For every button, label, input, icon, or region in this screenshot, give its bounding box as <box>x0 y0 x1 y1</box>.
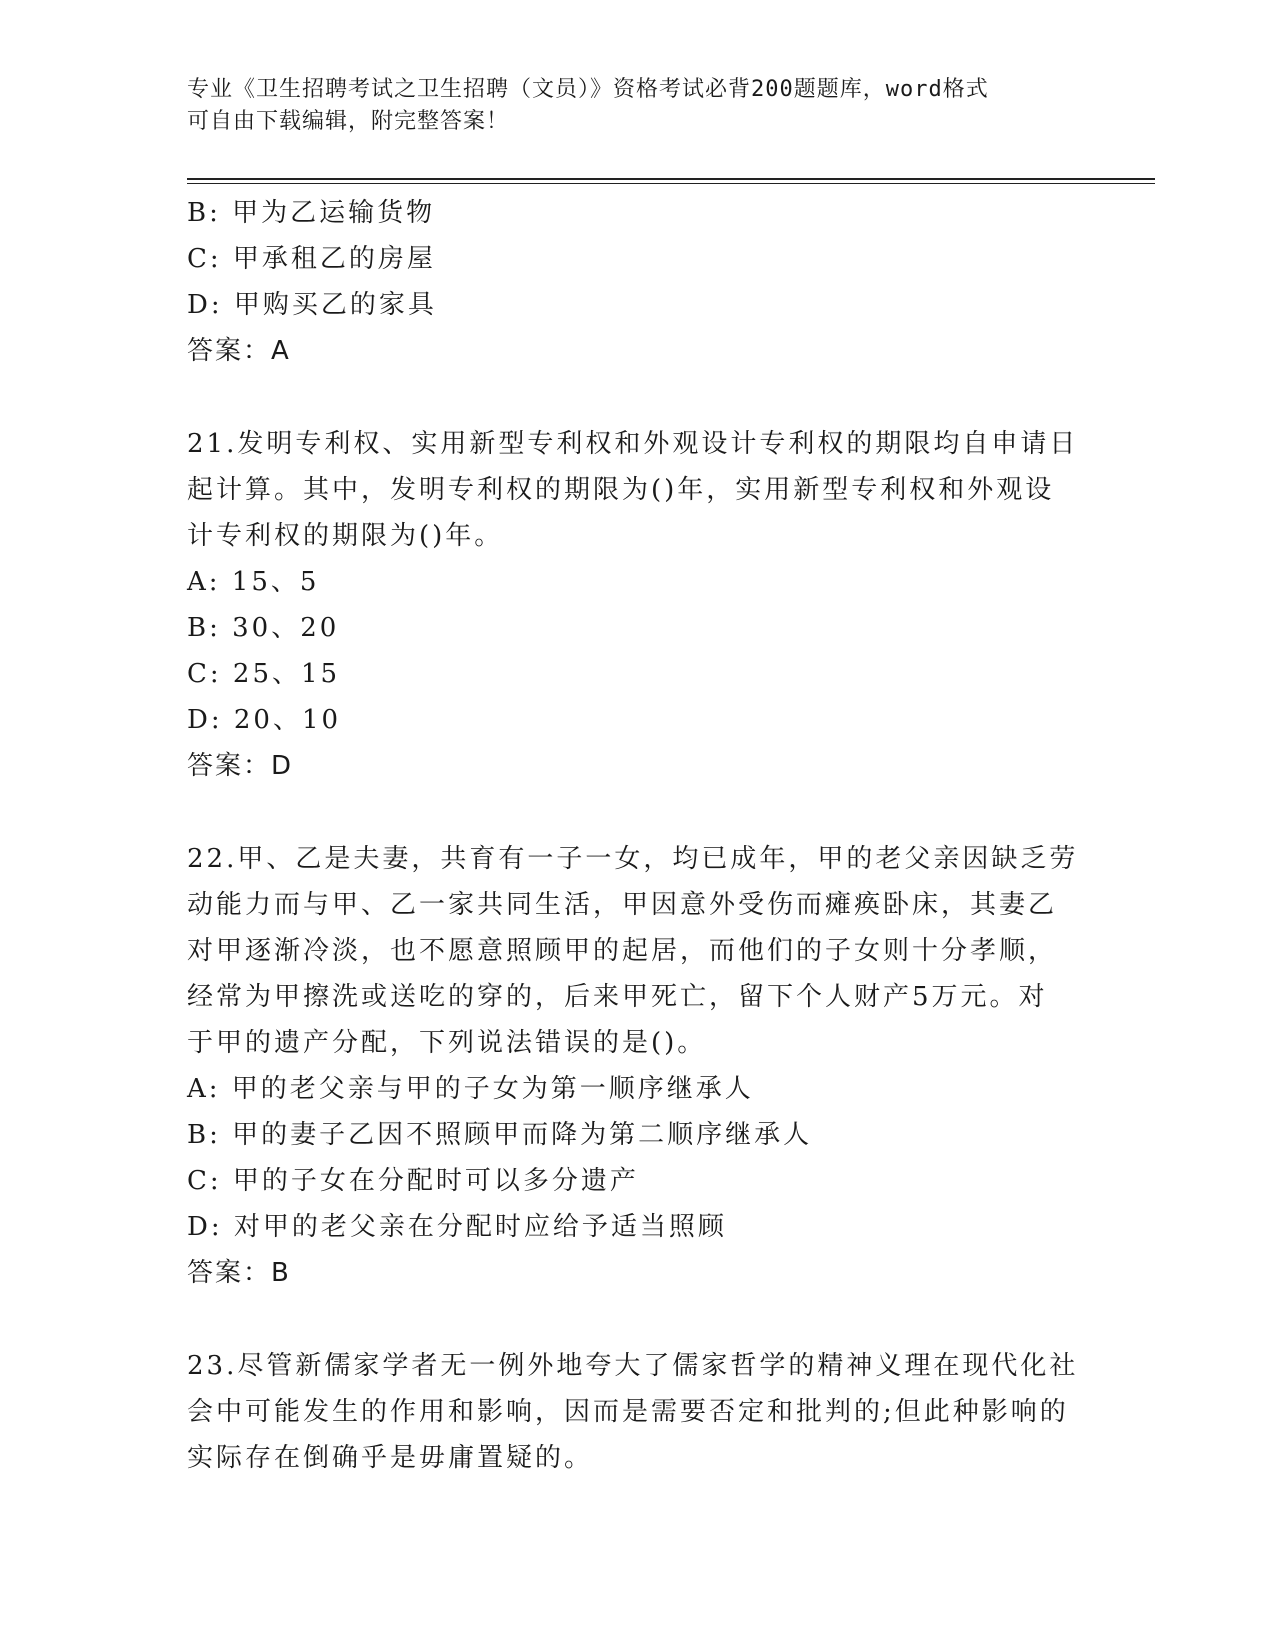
answer: 答案：B <box>187 1258 291 1288</box>
document-body <box>187 190 1087 1481</box>
option-a: A: 甲的老父亲与甲的子女为第一顺序继承人 <box>187 1074 754 1104</box>
question-text-line: 经常为甲擦洗或送吃的穿的，后来甲死亡，留下个人财产5万元。对 <box>187 982 1048 1012</box>
header-divider-thin <box>187 183 1155 184</box>
option-b: B: 30、20 <box>187 613 340 643</box>
answer: 答案：D <box>187 751 294 781</box>
question-text-line: 动能力而与甲、乙一家共同生活，甲因意外受伤而瘫痪卧床，其妻乙 <box>187 890 1058 920</box>
question-text-line: 22.甲、乙是夫妻，共育有一子一女，均已成年，甲的老父亲因缺乏劳 <box>187 844 1079 874</box>
question-text-line: 对甲逐渐冷淡，也不愿意照顾甲的起居，而他们的子女则十分孝顺， <box>187 936 1058 966</box>
question-text-line: 实际存在倒确乎是毋庸置疑的。 <box>187 1443 594 1473</box>
option-d: D: 20、10 <box>187 705 342 735</box>
option-b: B: 甲的妻子乙因不照顾甲而降为第二顺序继承人 <box>187 1120 813 1150</box>
document-header <box>187 74 1067 138</box>
question-22 <box>187 836 1087 1296</box>
question-20-tail <box>187 190 1087 374</box>
option-b: B: 甲为乙运输货物 <box>187 198 436 228</box>
option-d: D: 对甲的老父亲在分配时应给予适当照顾 <box>187 1212 727 1242</box>
question-text-line: 计专利权的期限为()年。 <box>187 521 504 551</box>
header-divider-thick <box>187 178 1155 180</box>
question-text-line: 起计算。其中，发明专利权的期限为()年，实用新型专利权和外观设 <box>187 475 1055 505</box>
question-text-line: 21.发明专利权、实用新型专利权和外观设计专利权的期限均自申请日 <box>187 429 1079 459</box>
header-line-2: 可自由下载编辑，附完整答案！ <box>187 109 510 134</box>
question-21 <box>187 421 1087 789</box>
option-c: C: 甲的子女在分配时可以多分遗产 <box>187 1166 639 1196</box>
question-text-line: 于甲的遗产分配，下列说法错误的是()。 <box>187 1028 707 1058</box>
question-text-line: 23.尽管新儒家学者无一例外地夸大了儒家哲学的精神义理在现代化社 <box>187 1351 1079 1381</box>
option-d: D: 甲购买乙的家具 <box>187 290 437 320</box>
header-line-1: 专业《卫生招聘考试之卫生招聘（文员）》资格考试必背200题题库，word格式 <box>187 77 989 102</box>
option-a: A: 15、5 <box>187 567 320 597</box>
question-23 <box>187 1343 1087 1481</box>
option-c: C: 甲承租乙的房屋 <box>187 244 436 274</box>
question-text-line: 会中可能发生的作用和影响，因而是需要否定和批判的;但此种影响的 <box>187 1397 1069 1427</box>
option-c: C: 25、15 <box>187 659 341 689</box>
answer: 答案：A <box>187 336 291 366</box>
